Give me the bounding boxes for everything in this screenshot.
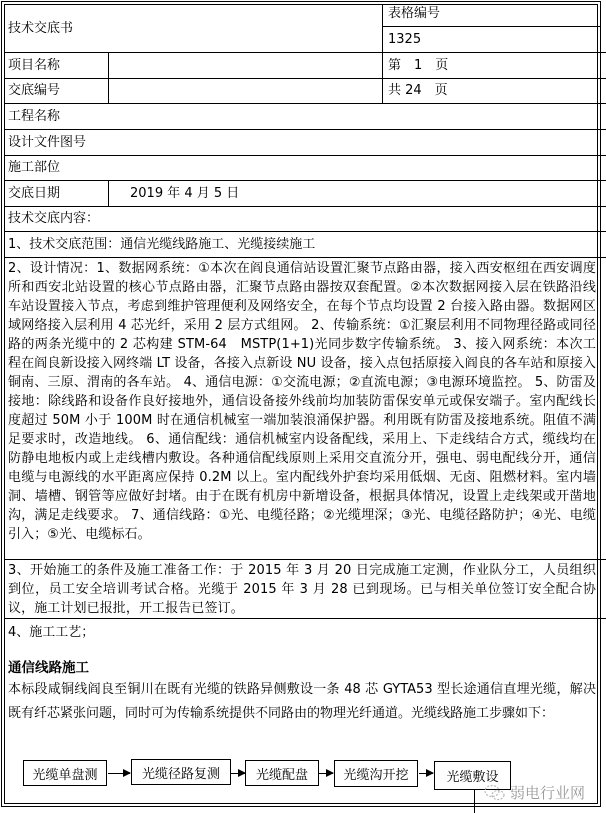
flow-step-single-reel-test: 光缆单盘测: [23, 760, 107, 786]
row-divider: [4, 52, 606, 53]
column-divider: [382, 5, 383, 103]
flow-arrow: [231, 773, 245, 774]
row-divider: [4, 559, 606, 560]
subsection-body: 本标段咸铜线阎良至铜川在既有光缆的铁路异侧敷设一条 48 芯 GYTA53 型长途通信直埋光缆，解决既有纤芯紧张问题，同时可为传输系统提供不同路由的物理光纤通道。光缆线路施工步骤如下：: [8, 682, 596, 721]
content-label: 技术交底内容：: [8, 211, 100, 226]
row-divider: [4, 618, 606, 619]
row-divider: [4, 180, 606, 181]
section-4-label: 4、施工工艺；: [8, 625, 95, 640]
section-3-preparation: 3、开始施工的条件及施工准备工作：于 2015 年 3 月 20 日完成施工定测，作业队分工，人员组织到位，员工安全培训考试合格。光缆于 2015 年 3 月 28 已到现场。已与相关单位签订安全配合协议，施工计划已报批，开工报告已签订。: [8, 563, 596, 616]
label-design-drawing-number: 设计文件图号: [8, 135, 87, 150]
flow-step-route-resurvey: 光缆径路复测: [131, 759, 231, 785]
flow-connector-down: [474, 790, 475, 813]
flow-arrow: [419, 773, 433, 774]
subsection-title: 通信线路施工: [8, 660, 89, 676]
flow-arrow: [108, 773, 130, 774]
column-divider: [108, 52, 109, 103]
watermark: [484, 782, 585, 803]
wechat-icon: [484, 784, 506, 802]
form-number-label: 表格编号: [388, 6, 441, 21]
flow-arrow: [319, 773, 333, 774]
flow-step-cable-laying: 光缆敷设: [434, 761, 511, 790]
row-divider: [4, 129, 606, 130]
label-project-name: 项目名称: [8, 58, 61, 73]
value-disclosure-date: 2019 年 4 月 5 日: [130, 186, 240, 201]
label-construction-site: 施工部位: [8, 160, 61, 175]
flow-step-reel-allocation: 光缆配盘: [245, 760, 319, 786]
watermark-text: 弱电行业网: [510, 784, 586, 802]
column-divider: [108, 180, 109, 206]
row-divider: [4, 155, 606, 156]
total-pages: 共 24 页: [388, 83, 448, 98]
form-number-value: 1325: [388, 32, 422, 47]
row-divider: [4, 103, 606, 104]
row-divider: [4, 257, 606, 258]
label-disclosure-number: 交底编号: [8, 83, 61, 98]
section-2-design: 2、设计情况：1、数据网系统：①本次在阎良通信站设置汇聚节点路由器，接入西安枢纽在西安调度所和西安北站设置的核心节点路由器，汇聚节点路由器按双套配置。②本次数据网接入层在铁路沿线车站设置接入节点，考虑到维护管理便利及网络安全，在每个节点均设置 2 台接入路由器。数据网区域网络接入层利用 4 芯光纤，采用 2 层方式组网。 2、传输系统：①汇聚层利用不同物理径路或同径路的两条光缆中的 2 芯构建 STM-64 MSTP(1+1)光同步数字传输系统。 3、接入网系统：本次工程在阎良新设接入网终端 LT 设备，各接入点新设 NU 设备，接入点包括原接入阎良的各车站和原接入铜南、三原、渭南的各车站。 4、通信电源：①交流电源；②直流电源；③电源环境监控。 5、防雷及接地：除线路和设备作良好接地外，通信设备接外线前均加装防雷保安单元或保安端子。室内配线长度超过 50M 小于 100M 时在通信机械室一端加装浪涌保护器。利用既有防雷及接地系统。阻值不满足要求时，改造地线。 6、通信配线：通信机械室内设备配线，采用上、下走线结合方式，缆线均在防静电地板内或上走线槽内敷设。各种通信配线原则上采用交直流分开，强电、弱电配线分开，通信电缆与电源线的水平距离应保持 0.2M 以上。室内配线外护套均采用低烟、无卤、阻燃材料。室内墙洞、墙槽、钢管等应做好封堵。由于在既有机房中新增设备，根据具体情况，设置上走线架或开凿地沟，满足走线要求。 7、通信线路：①光、电缆径路；②光缆埋深；③光、电缆径路防护；④光、电缆引入；⑤光、电缆标石。: [8, 261, 596, 542]
row-divider: [4, 78, 606, 79]
section-1-scope: 1、技术交底范围：通信光缆线路施工、光缆接续施工: [8, 237, 316, 252]
flow-step-trench-excavation: 光缆沟开挖: [334, 760, 418, 787]
label-disclosure-date: 交底日期: [8, 186, 61, 201]
page-number: 第 1 页: [388, 58, 449, 73]
label-engineering-name: 工程名称: [8, 109, 61, 124]
document-title: 技术交底书: [8, 21, 74, 36]
